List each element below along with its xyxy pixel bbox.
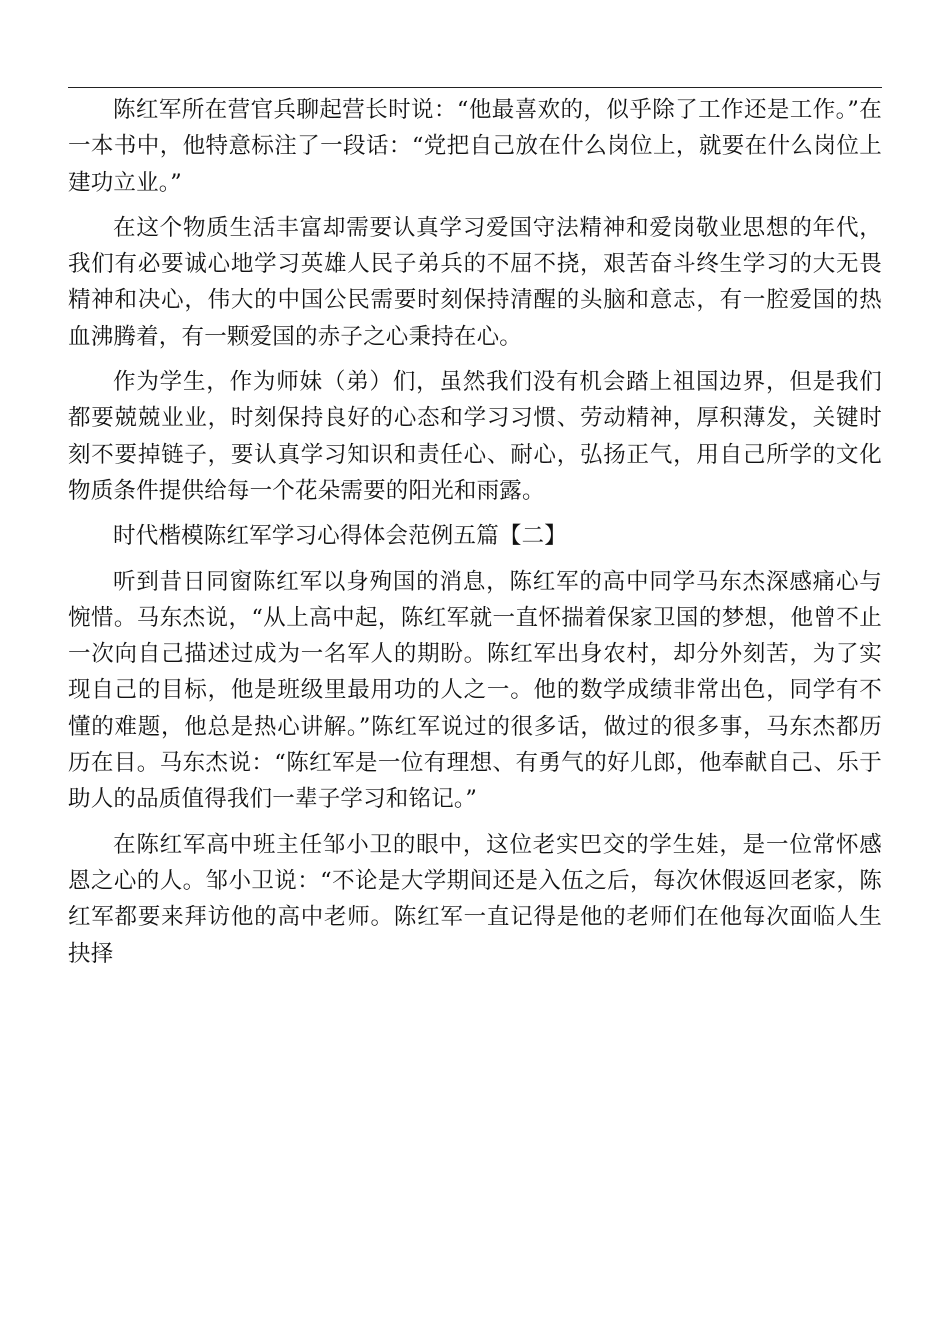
paragraph: 在这个物质生活丰富却需要认真学习爱国守法精神和爱岗敬业思想的年代，我们有必要诚心地学习英雄人民子弟兵的不屈不挠，艰苦奋斗终生学习的大无畏精神和决心，伟大的中国公民需要时刻保持清醒的头脑和意志，有一腔爱国的热血沸腾着，有一颗爱国的赤子之心秉持在心。 (68, 214, 882, 350)
paragraph: 作为学生，作为师妹（弟）们，虽然我们没有机会踏上祖国边界，但是我们都要兢兢业业，时刻保持良好的心态和学习习惯、劳动精神，厚积薄发，关键时刻不要掉链子，要认真学习知识和责任心、耐心，弘扬正气，用自己所学的文化物质条件提供给每一个花朵需要的阳光和雨露。 (68, 369, 882, 504)
header-rule (68, 87, 882, 88)
document-body (68, 92, 882, 981)
paragraph: 听到昔日同窗陈红军以身殉国的消息，陈红军的高中同学马东杰深感痛心与惋惜。马东杰说，“从上高中起，陈红军就一直怀揣着保家卫国的梦想，他曾不止一次向自己描述过成为一名军人的期盼。陈红军出身农村，却分外刻苦，为了实现自己的目标，他是班级里最用功的人之一。他的数学成绩非常出色，同学有不懂的难题，他总是热心讲解。”陈红军说过的很多话，做过的很多事，马东杰都历历在目。马东杰说：“陈红军是一位有理想、有勇气的好儿郎，他奉献自己、乐于助人的品质值得我们一辈子学习和铭记。” (68, 568, 882, 813)
paragraph: 陈红军所在营官兵聊起营长时说：“他最喜欢的，似乎除了工作还是工作。”在一本书中，他特意标注了一段话：“党把自己放在什么岗位上，就要在什么岗位上建功立业。” (68, 97, 882, 196)
section-heading: 时代楷模陈红军学习心得体会范例五篇【二】 (113, 523, 568, 550)
paragraph: 在陈红军高中班主任邹小卫的眼中，这位老实巴交的学生娃，是一位常怀感恩之心的人。邹小卫说：“不论是大学期间还是入伍之后，每次休假返回老家，陈红军都要来拜访他的高中老师。陈红军一直记得是他的老师们在他每次面临人生抉择 (68, 831, 882, 967)
